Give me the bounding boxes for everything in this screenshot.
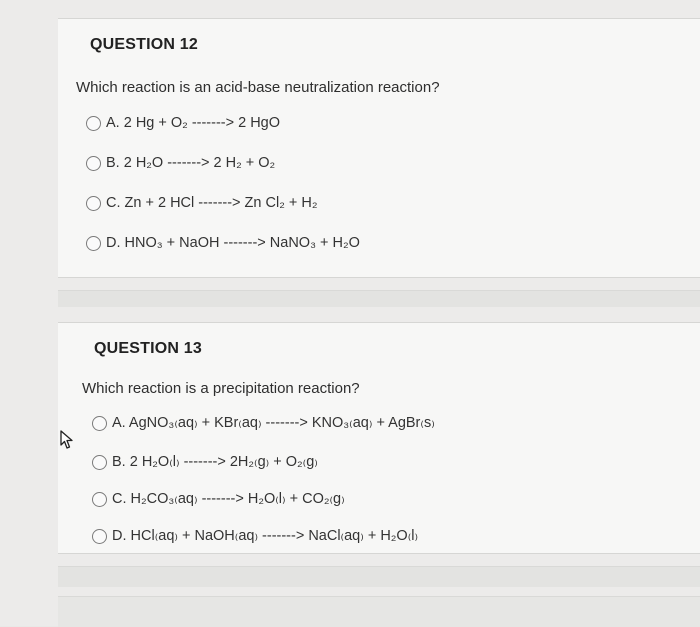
divider (58, 290, 700, 307)
radio-button-icon[interactable] (92, 455, 107, 470)
q13-option-a-label: A. AgNO₃₍aq₎ + KBr₍aq₎ -------> KNO₃₍aq₎ + AgBr₍s₎ (112, 415, 435, 431)
q13-option-d[interactable] (92, 528, 418, 544)
question-12-title: QUESTION 12 (90, 36, 199, 53)
q12-option-a-label: A. 2 Hg + O₂ -------> 2 HgO (106, 115, 281, 131)
q12-option-b[interactable] (86, 155, 275, 171)
radio-button-icon[interactable] (86, 116, 101, 131)
radio-button-icon[interactable] (86, 156, 101, 171)
divider (58, 596, 700, 627)
q12-option-d[interactable] (86, 235, 360, 251)
radio-button-icon[interactable] (86, 196, 101, 211)
q13-option-c[interactable] (92, 491, 345, 507)
q13-option-a[interactable] (92, 415, 435, 431)
q12-option-d-label: D. HNO₃ + NaOH -------> NaNO₃ + H₂O (106, 235, 360, 251)
q13-option-b-label: B. 2 H₂O₍l₎ -------> 2H₂₍g₎ + O₂₍g₎ (112, 454, 318, 470)
q12-option-a[interactable] (86, 115, 280, 131)
radio-button-icon[interactable] (92, 416, 107, 431)
radio-button-icon[interactable] (92, 492, 107, 507)
radio-button-icon[interactable] (92, 529, 107, 544)
q13-option-c-label: C. H₂CO₃₍aq₎ -------> H₂O₍l₎ + CO₂₍g₎ (112, 491, 345, 507)
mouse-pointer-icon (60, 430, 76, 450)
q13-option-b[interactable] (92, 454, 318, 470)
question-13-title: QUESTION 13 (94, 340, 203, 357)
question-13-prompt: Which reaction is a precipitation reaction? (82, 380, 360, 397)
q12-option-c-label: C. Zn + 2 HCl -------> Zn Cl₂ + H₂ (106, 195, 318, 211)
q13-option-d-label: D. HCl₍aq₎ + NaOH₍aq₎ -------> NaCl₍aq₎ + H₂O₍l₎ (112, 528, 419, 544)
radio-button-icon[interactable] (86, 236, 101, 251)
question-12-prompt: Which reaction is an acid-base neutralization reaction? (76, 79, 440, 96)
q12-option-b-label: B. 2 H₂O -------> 2 H₂ + O₂ (106, 155, 276, 171)
divider (58, 566, 700, 587)
q12-option-c[interactable] (86, 195, 317, 211)
